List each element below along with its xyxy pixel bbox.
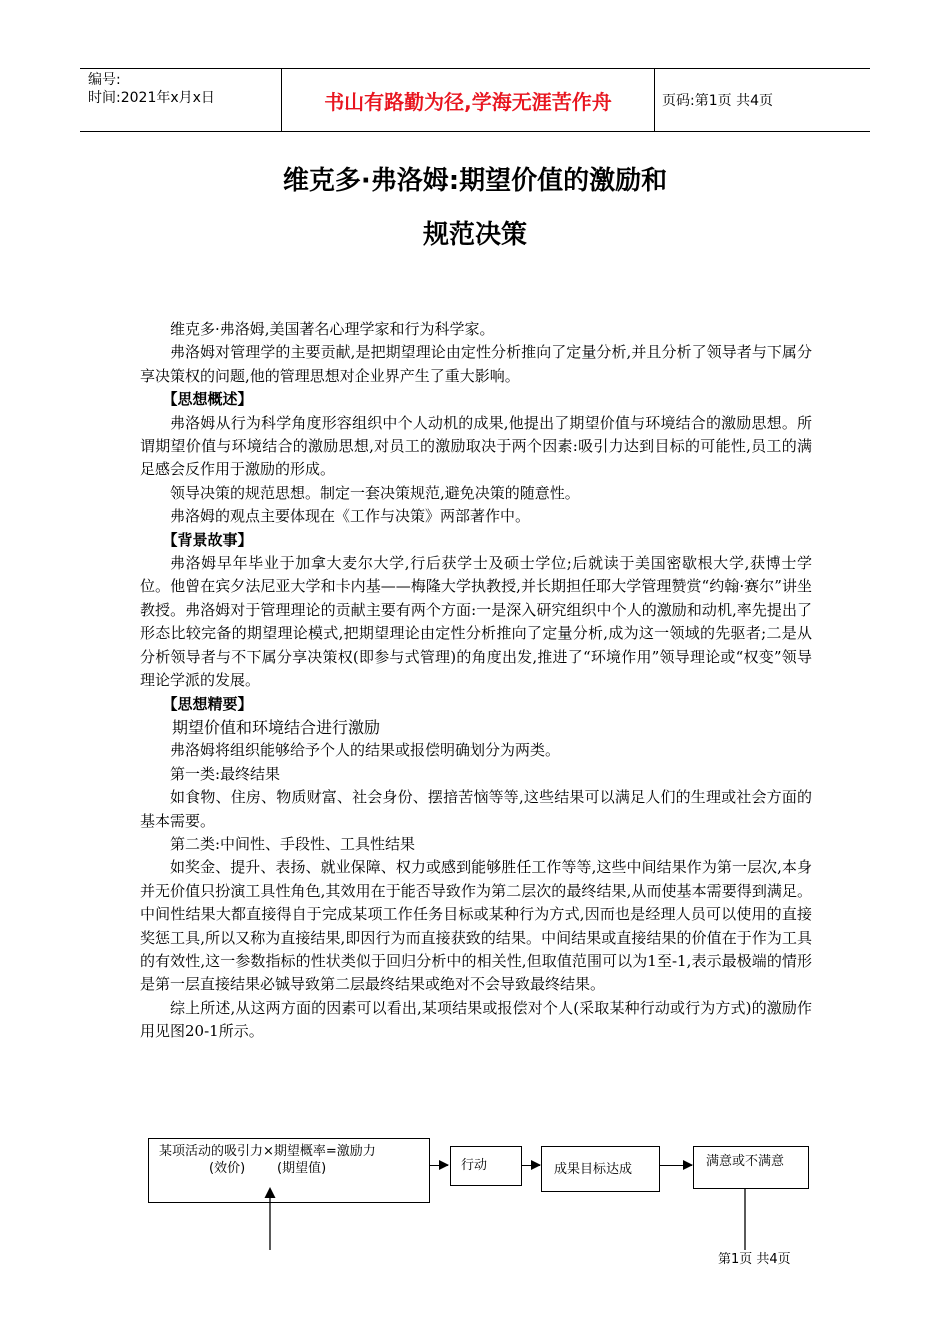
goal-label: 成果目标达成 — [554, 1162, 633, 1177]
satisfaction-label: 满意或不满意 — [706, 1154, 785, 1169]
subsection-heading: 期望价值和环境结合进行激励 — [172, 717, 381, 737]
paragraph: 弗洛姆从行为科学角度形容组织中个人动机的成果,他提出了期望价值与环境结合的激励思想。所谓期望价值与环境结合的激励思想,对员工的激励取决于两个因素:吸引力达到目标的可能性,员工的满足感会反作用于激励的形成。 — [140, 413, 812, 479]
header-page-info: 页码:第1页 共4页 — [662, 93, 773, 109]
page-footer: 第1页 共4页 — [718, 1252, 791, 1267]
document-body — [140, 318, 812, 1044]
paragraph: 如奖金、提升、表扬、就业保障、权力或感到能够胜任工作等等,这些中间结果作为第一层次,本身并无价值只扮演工具性角色,其效用在于能否导致作为第二层次的最终结果,从而使基本需要得到满足。中间性结果大都直接得自于完成某项工作任务目标或某种行为方式,因而也是经理人员可以使用的直接奖惩工具,所以又称为直接结果,即因行为而直接获致的结果。中间结果或直接结果的价值在于作为工具的有效性,这一参数指标的性状类似于回归分析中的相关性,但取值范围可以为1至-1,表示最极端的情形是第一层直接结果必铖导致第二层最终结果或绝对不会导致最终结果。 — [140, 858, 812, 994]
paragraph: 维克多·弗洛姆,美国著名心理学家和行为科学家。 — [170, 320, 495, 338]
document-title-line1: 维克多·弗洛姆:期望价值的激励和 — [282, 166, 668, 196]
arrow-right — [522, 1165, 540, 1166]
paragraph: 弗洛姆将组织能够给予个人的结果或报偿明确划分为两类。 — [170, 741, 561, 760]
paragraph: 领导决策的规范思想。制定一套决策规范,避免决策的随意性。 — [170, 483, 580, 502]
valence-label: (效价) — [209, 1161, 246, 1176]
paragraph: 综上所述,从这两方面的因素可以看出,某项结果或报偿对个人(采取某种行动或行为方式)的激励作用见图20-1所示。 — [140, 998, 812, 1041]
header-meta — [88, 71, 283, 129]
section-heading: 【思想概述】 — [162, 390, 253, 409]
document-number-label: 编号: — [88, 72, 121, 88]
section-heading: 【思想精要】 — [162, 694, 253, 713]
paragraph: 第二类:中间性、手段性、工具性结果 — [170, 834, 416, 853]
paragraph: 弗洛姆对管理学的主要贡献,是把期望理论由定性分析推向了定量分析,并且分析了领导者与下属分享决策权的问题,他的管理思想对企业界产生了重大影响。 — [140, 343, 812, 385]
document-title-line2: 规范决策 — [422, 220, 527, 250]
expectancy-label: (期望值) — [277, 1161, 327, 1176]
action-box — [450, 1146, 522, 1186]
paragraph: 第一类:最终结果 — [170, 764, 281, 783]
arrow-right — [430, 1165, 448, 1166]
header-motto: 书山有路勤为径,学海无涯苦作舟 — [281, 69, 655, 131]
paragraph: 如食物、住房、物质财富、社会身份、摆揞苦恼等等,这些结果可以满足人们的生理或社会方面的基本需要。 — [140, 788, 812, 830]
satisfaction-box — [693, 1146, 809, 1189]
goal-box — [541, 1146, 660, 1192]
paragraph: 弗洛姆的观点主要体现在《工作与决策》两部著作中。 — [170, 507, 531, 526]
formula-box — [148, 1138, 430, 1203]
paragraph: 弗洛姆早年毕业于加拿大麦尔大学,行后获学士及硕士学位;后就读于美国密歇根大学,获博士学位。他曾在宾夕法尼亚大学和卡内基——梅隆大学执教授,并长期担任耶大学管理赞赏“约翰·赛尔”讲坐教授。弗洛姆对于管理理论的贡献主要有两个方面:一是深入研究组织中个人的激励和动机,率先提出了形态比较完备的期望理论模式,把期望理论由定性分析推向了定量分析,成为这一领域的先驱者;二是从分析领导者与不下属分享决策权(即参与式管理)的角度出发,推进了“环境作用”领导理论或“权变”领导理论学派的发展。 — [140, 554, 812, 690]
formula-text: 某项活动的吸引力×期望概率=激励力 — [159, 1144, 376, 1159]
page-header — [80, 68, 870, 132]
document-date: 时间:2021年x月x日 — [88, 90, 215, 106]
arrow-right — [660, 1165, 692, 1166]
action-label: 行动 — [461, 1158, 488, 1173]
section-heading: 【背景故事】 — [162, 530, 253, 549]
